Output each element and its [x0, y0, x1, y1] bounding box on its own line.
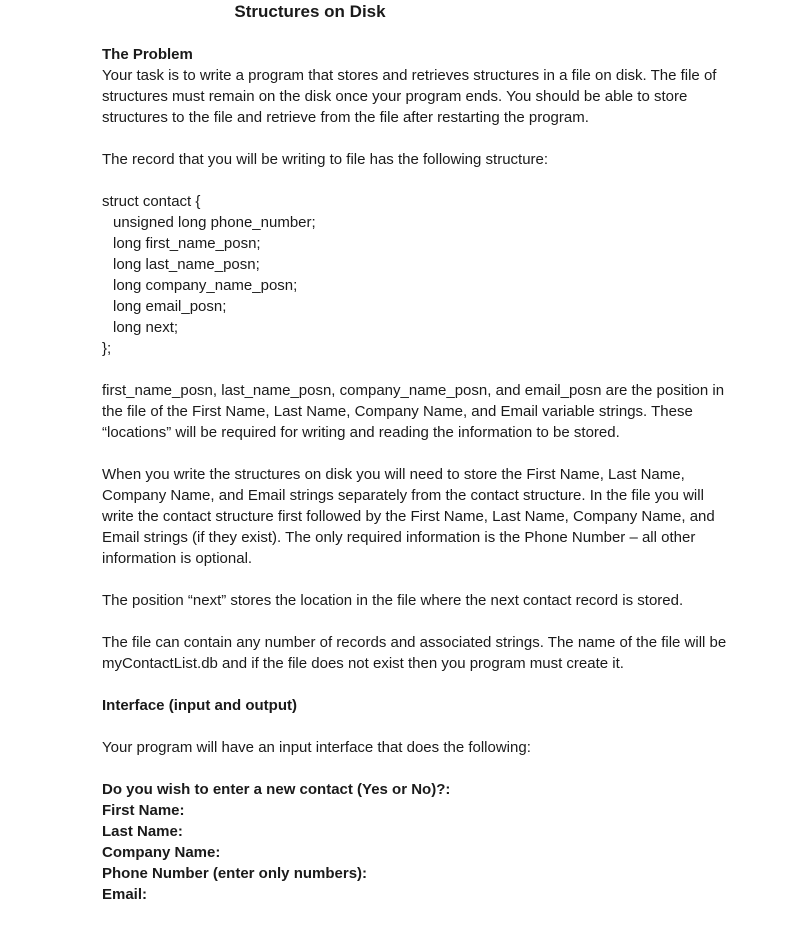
paragraph-line: Your task is to write a program that stores and retrieves structures in a file on disk. The file of: [102, 67, 717, 84]
paragraph-line: myContactList.db and if the file does not exist then you program must create it.: [102, 655, 624, 672]
paragraph-line: When you write the structures on disk you will need to store the First Name, Last Name,: [102, 466, 685, 483]
prompt-first-name: First Name:: [102, 802, 185, 819]
paragraph-line: structures must remain on the disk once your program ends. You should be able to store: [102, 88, 688, 105]
prompt-email: Email:: [102, 886, 148, 903]
struct-code-block: [102, 191, 782, 359]
interface-intro: Your program will have an input interface that does the following:: [102, 739, 531, 756]
prompt-phone-number: Phone Number (enter only numbers):: [102, 865, 368, 882]
paragraph-line: the file of the First Name, Last Name, Company Name, and Email variable strings. These: [102, 403, 693, 420]
struct-field: unsigned long phone_number;: [113, 214, 316, 231]
struct-field: long company_name_posn;: [113, 277, 298, 294]
next-paragraph: The position “next” stores the location in the file where the next contact record is stored.: [102, 592, 684, 609]
struct-field: long next;: [113, 319, 179, 336]
record-intro: The record that you will be writing to file has the following structure:: [102, 151, 549, 168]
prompt-last-name: Last Name:: [102, 823, 183, 840]
struct-field: long last_name_posn;: [113, 256, 260, 273]
paragraph-line: write the contact structure first followed by the First Name, Last Name, Company Name, and: [102, 508, 715, 525]
document-body: [102, 44, 782, 905]
problem-heading: The Problem: [102, 46, 193, 63]
struct-close: };: [102, 340, 112, 357]
prompt-list: [102, 779, 782, 905]
paragraph-line: The file can contain any number of records and associated strings. The name of the file will be: [102, 634, 727, 651]
struct-field: long first_name_posn;: [113, 235, 261, 252]
struct-open: struct contact {: [102, 193, 201, 210]
problem-paragraph: [102, 65, 782, 128]
paragraph-line: information is optional.: [102, 550, 253, 567]
prompt-company-name: Company Name:: [102, 844, 221, 861]
write-paragraph: [102, 464, 782, 569]
paragraph-line: first_name_posn, last_name_posn, company_name_posn, and email_posn are the position in: [102, 382, 725, 399]
posn-paragraph: [102, 380, 782, 443]
paragraph-line: Company Name, and Email strings separately from the contact structure. In the file you will: [102, 487, 704, 504]
page-title: Structures on Disk: [234, 2, 386, 21]
interface-heading: Interface (input and output): [102, 697, 297, 714]
paragraph-line: “locations” will be required for writing and reading the information to be stored.: [102, 424, 620, 441]
paragraph-line: Email strings (if they exist). The only required information is the Phone Number – all other: [102, 529, 696, 546]
struct-field: long email_posn;: [113, 298, 227, 315]
paragraph-line: structures to the file and retrieve from the file after restarting the program.: [102, 109, 589, 126]
file-paragraph: [102, 632, 782, 674]
prompt-new-contact: Do you wish to enter a new contact (Yes or No)?:: [102, 781, 451, 798]
